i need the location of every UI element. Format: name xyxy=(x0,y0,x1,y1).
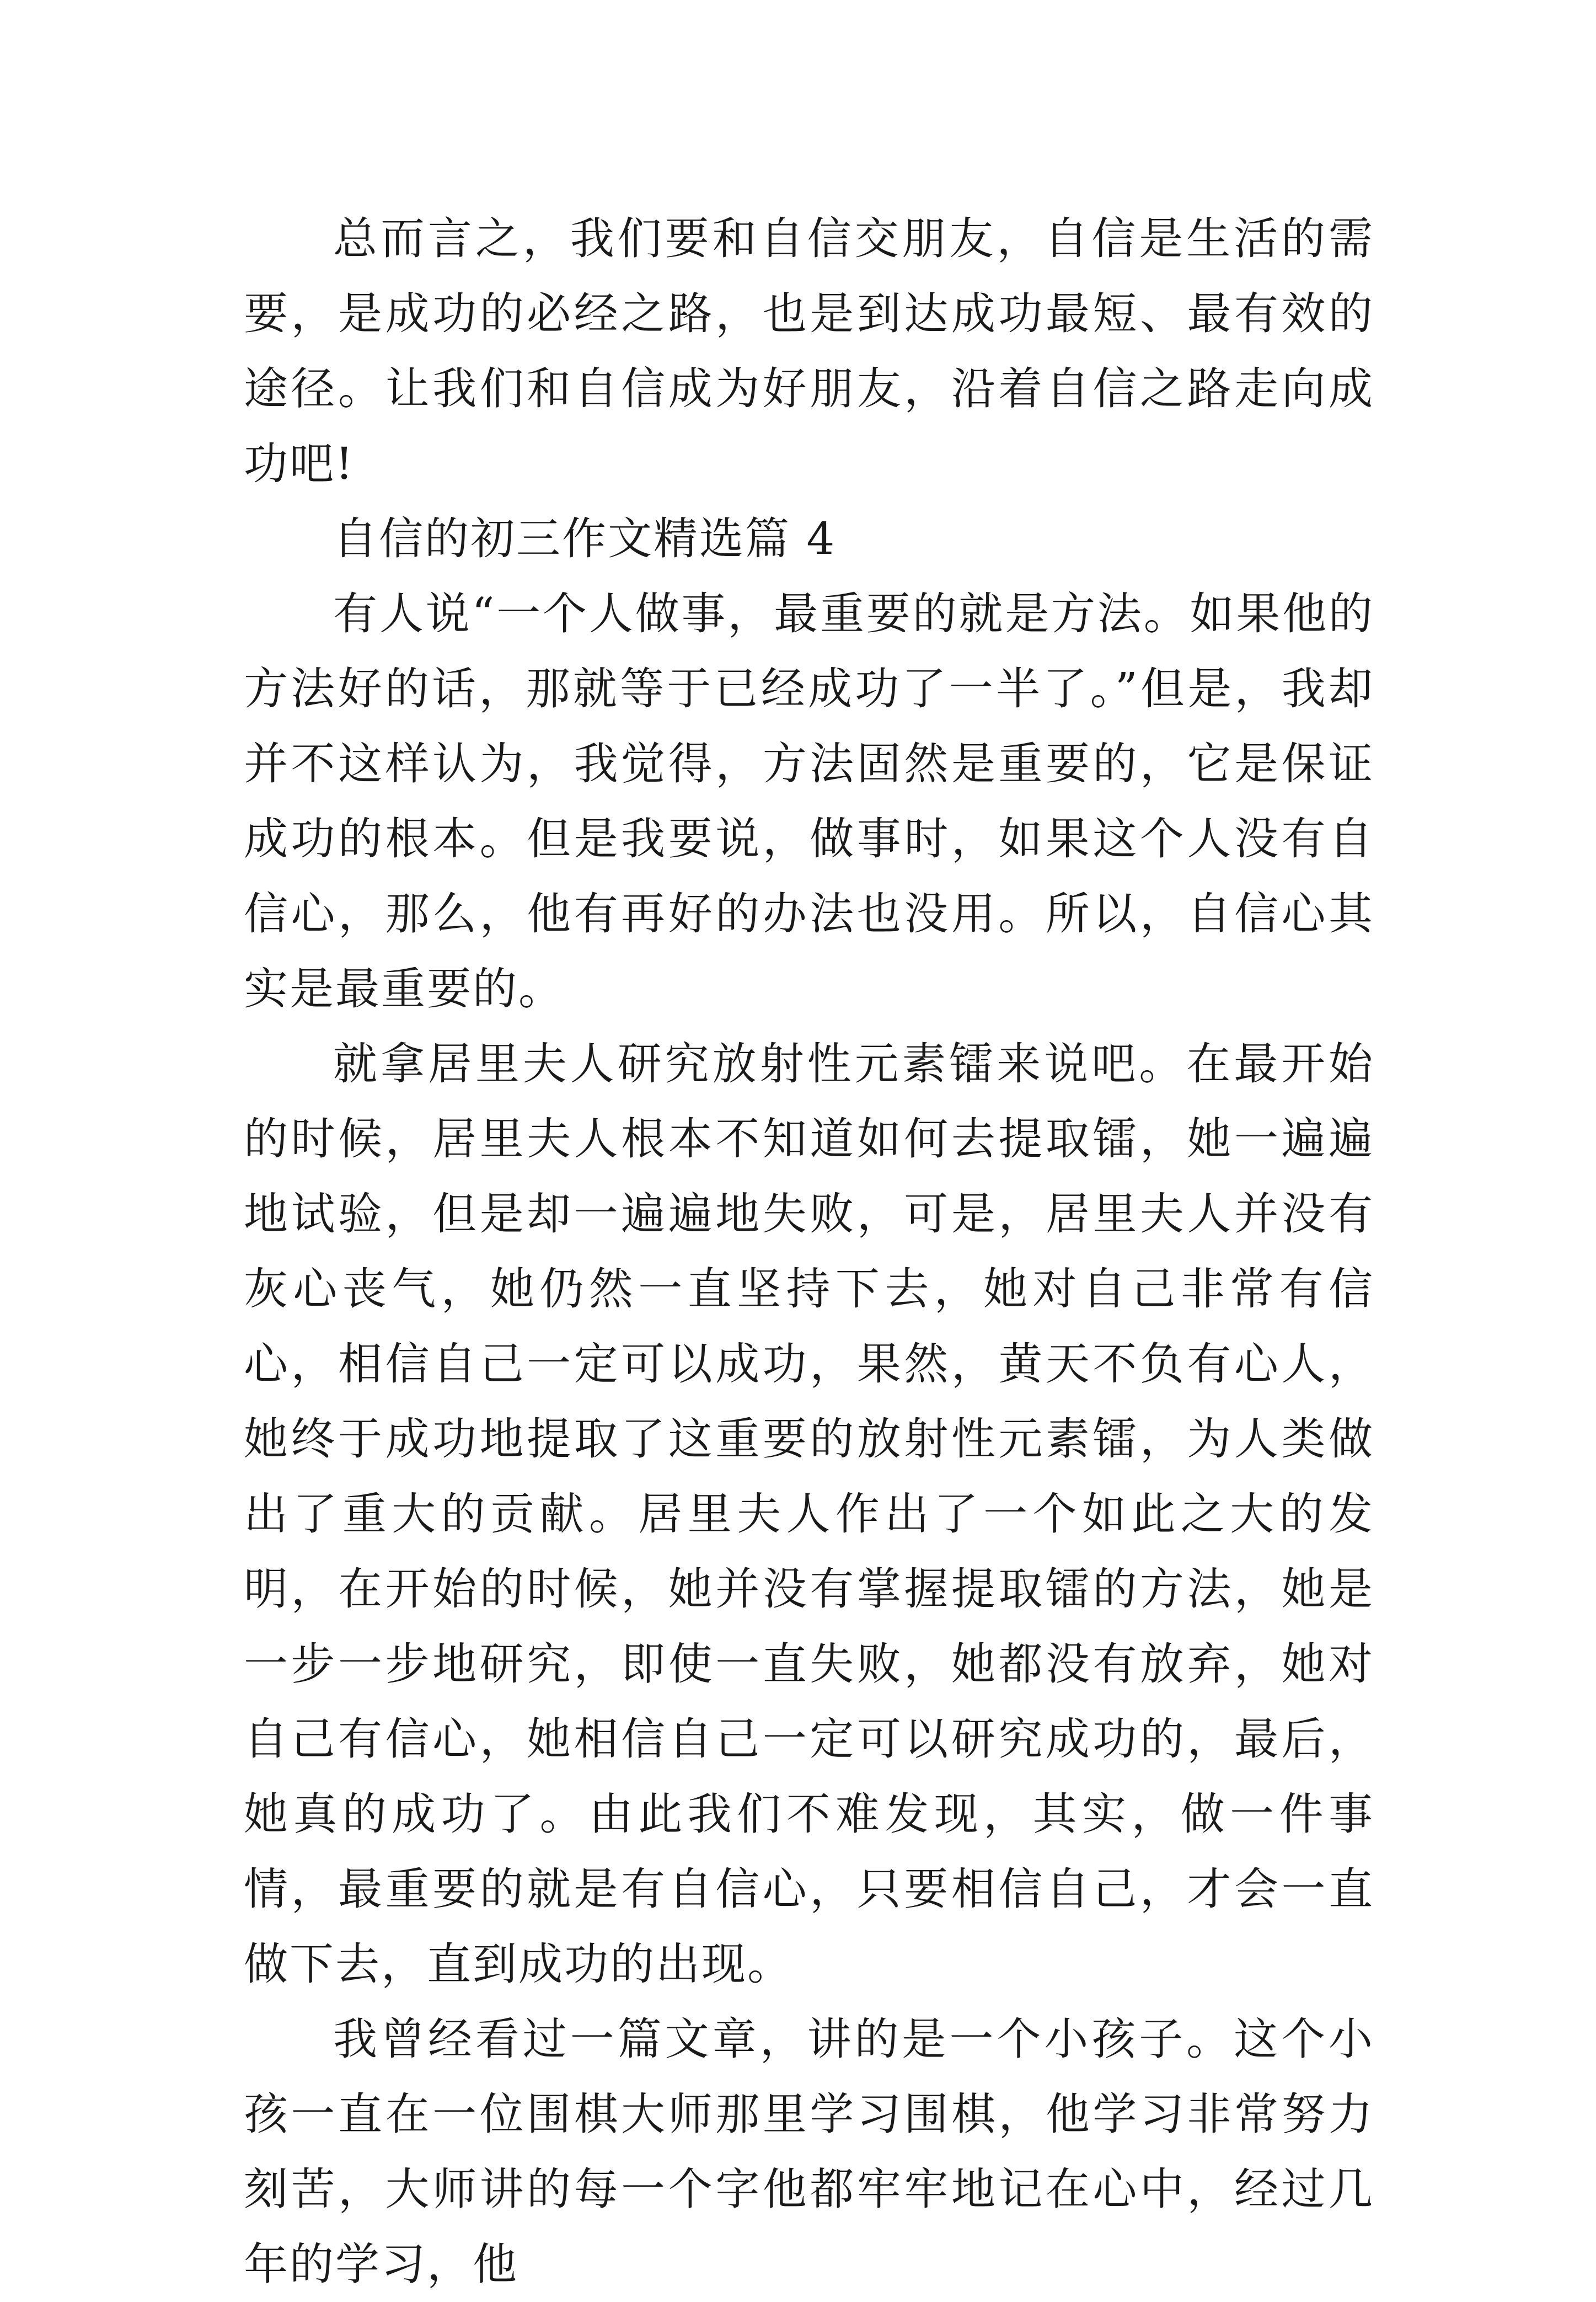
paragraph-method: 有人说“一个人做事，最重要的就是方法。如果他的方法好的话，那就等于已经成功了一半了。”但是，我却并不这样认为，我觉得，方法固然是重要的，它是保证成功的根本。但是我要说，做事时，如果这个人没有自信心，那么，他有再好的办法也没用。所以，自信心其实是最重要的。 xyxy=(244,588,1374,1014)
paragraph-conclusion: 总而言之，我们要和自信交朋友，自信是生活的需要，是成功的必经之路，也是到达成功最短、最有效的途径。让我们和自信成为好朋友，沿着自信之路走向成功吧! xyxy=(244,213,1374,489)
paragraph-go-student: 我曾经看过一篇文章，讲的是一个小孩子。这个小孩一直在一位围棋大师那里学习围棋，他学习非常努力刻苦，大师讲的每一个字他都牢牢地记在心中，经过几年的学习，他 xyxy=(244,2013,1374,2290)
document-body xyxy=(244,201,1374,2302)
paragraph-curie: 就拿居里夫人研究放射性元素镭来说吧。在最开始的时候，居里夫人根本不知道如何去提取镭，她一遍遍地试验，但是却一遍遍地失败，可是，居里夫人并没有灰心丧气，她仍然一直坚持下去，她对自己非常有信心，相信自己一定可以成功，果然，黄天不负有心人，她终于成功地提取了这重要的放射性元素镭，为人类做出了重大的贡献。居里夫人作出了一个如此之大的发明，在开始的时候，她并没有掌握提取镭的方法，她是一步一步地研究，即使一直失败，她都没有放弃，她对自己有信心，她相信自己一定可以研究成功的，最后，她真的成功了。由此我们不难发现，其实，做一件事情，最重要的就是有自信心，只要相信自己，才会一直做下去，直到成功的出现。 xyxy=(244,1038,1374,1990)
section-heading: 自信的初三作文精选篇 4 xyxy=(333,513,837,564)
